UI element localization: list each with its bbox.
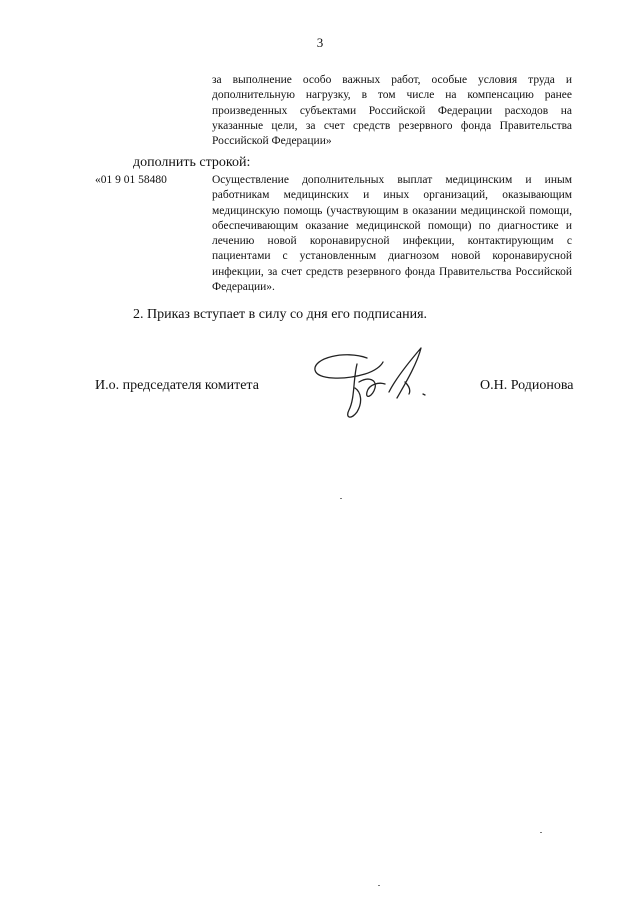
- paragraph-continuation: за выполнение особо важных работ, особые условия труда и дополнительную нагрузку, в том числе на компенсацию ранее произведенных субъектами Российской Федерации расходов на указанные цели, за счет средств резервного фонда Правительства Российской Федерации»: [212, 74, 572, 148]
- item-2: 2. Приказ вступает в силу со дня его подписания.: [133, 307, 428, 322]
- signatory-role: И.о. председателя комитета: [95, 378, 259, 393]
- scan-speck: [378, 885, 380, 886]
- paragraph-description: Осуществление дополнительных выплат медицинским и иным работникам медицинских и иных организаций, оказывающим медицинскую помощь (участвующим в оказании медицинской помощи, обеспечивающим оказание медицинской помощи) по диагностике и лечению новой коронавирусной инфекции, контактирующим с пациентами с установленным диагнозом новой коронавирусной инфекции, за счет средств резервного фонда Правительства Российской Федерации».: [212, 174, 572, 294]
- signature-image: [305, 340, 440, 425]
- page-number: 3: [316, 35, 324, 50]
- signatory-name: О.Н. Родионова: [480, 378, 574, 393]
- add-line-instruction: дополнить строкой:: [133, 155, 251, 170]
- budget-code: «01 9 01 58480: [95, 174, 167, 186]
- scan-speck: [340, 498, 342, 499]
- scan-speck: [540, 832, 542, 833]
